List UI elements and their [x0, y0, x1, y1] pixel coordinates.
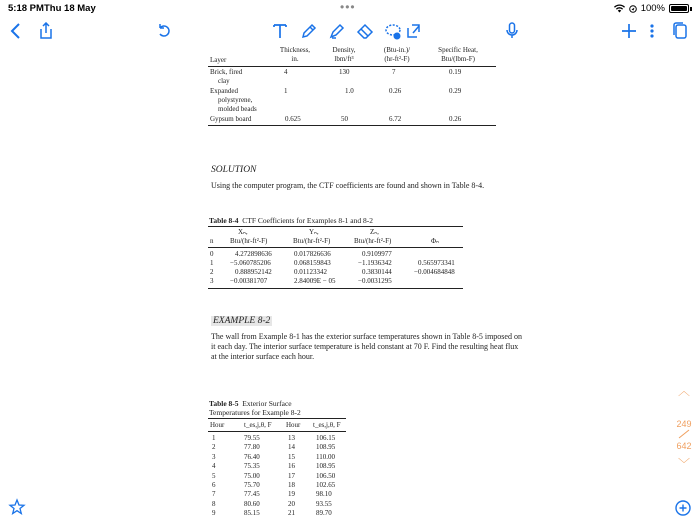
table-cell: 0.26 — [449, 115, 462, 123]
table85-title1: Exterior Surface — [242, 399, 292, 408]
page-slash-icon — [677, 429, 691, 439]
table-cell: 4.272898636 — [235, 250, 272, 258]
table84-unit: Btu/(hr-ft²-F) — [293, 237, 331, 245]
table-cell: 0.565973341 — [418, 259, 455, 267]
table85-cell: 98.10 — [316, 490, 332, 499]
table85-header: Hour — [210, 421, 225, 429]
table-cell: 0.625 — [285, 115, 301, 123]
table85-cell: 77.80 — [244, 443, 260, 452]
table-cell: −5.060785206 — [230, 259, 271, 267]
chevron-down-icon[interactable]: ﹀ — [677, 457, 690, 471]
table-cell: 3 — [210, 277, 214, 285]
page-total: 642 — [676, 441, 692, 451]
table85-caption — [209, 399, 292, 408]
table-cell: Brick, fired — [210, 68, 243, 76]
highlighter-icon[interactable] — [328, 22, 346, 40]
table85-cell: 85.15 — [244, 509, 260, 518]
table-cell: Expanded — [210, 87, 238, 95]
table85-header: t_es,j,θ, F — [313, 421, 341, 429]
page-scrubber[interactable] — [672, 382, 696, 472]
table85-cell: 9 — [212, 509, 216, 518]
table85-cell: 18 — [288, 481, 295, 489]
table85-cell: 8 — [212, 499, 216, 508]
wifi-icon — [614, 4, 625, 13]
lasso-icon[interactable] — [383, 22, 403, 42]
table-cell: molded beads — [218, 105, 257, 113]
table-cell: clay — [218, 77, 230, 85]
table85-cell: 17 — [288, 471, 295, 480]
table85-cell: 89.70 — [316, 509, 332, 518]
table85-cell: 79.55 — [244, 434, 260, 442]
table-cell: 0.068159843 — [294, 259, 331, 267]
table-cell: 4 — [284, 68, 288, 76]
table84-unit: Btu/(hr-ft²-F) — [230, 237, 268, 245]
table85-cell: 1 — [212, 434, 216, 442]
table85-header: t_es,j,θ, F — [244, 421, 272, 429]
table-cell: 7 — [392, 68, 396, 76]
table-cell: 0.017826636 — [294, 250, 331, 258]
status-date: Thu 18 May — [44, 3, 96, 14]
table-cell: 2 — [210, 268, 214, 276]
table-cell: 0.19 — [449, 68, 462, 76]
table-cell: 0.9109977 — [362, 250, 392, 258]
table84-col-n: n — [210, 237, 214, 245]
table-cell: polystyrene, — [218, 96, 253, 104]
table84-col-y: Yₙ, — [309, 228, 319, 236]
table84-col-z: Zₙ, — [370, 228, 379, 236]
star-icon[interactable] — [8, 498, 26, 521]
table85-header: Hour — [286, 421, 301, 429]
table85-cell: 106.50 — [316, 471, 336, 480]
eraser-icon[interactable] — [356, 22, 374, 40]
table85-cell: 80.60 — [244, 499, 260, 508]
table-cell: −0.0031295 — [358, 277, 392, 285]
shapes-icon[interactable] — [404, 22, 422, 40]
pages-icon[interactable] — [672, 22, 688, 40]
more-icon[interactable] — [648, 22, 656, 40]
table85-cell: 75.00 — [244, 471, 260, 480]
table84-caption — [209, 216, 373, 225]
example-heading: EXAMPLE 8-2 — [213, 316, 271, 326]
table-divider — [208, 418, 346, 419]
battery-percent: 100% — [640, 3, 665, 14]
table84-unit: Btu/(hr-ft²-F) — [354, 237, 392, 245]
battery-icon — [669, 4, 689, 13]
table85-cell: 102.65 — [316, 481, 336, 489]
table-cell: 1 — [210, 259, 214, 267]
table-divider — [208, 431, 346, 432]
table-divider — [208, 66, 496, 67]
undo-icon[interactable] — [156, 22, 172, 40]
status-right — [614, 3, 692, 14]
table85-cell: 108.95 — [316, 443, 336, 452]
table85-cell: 77.45 — [244, 490, 260, 499]
table-cell: 2.84009E − 05 — [294, 277, 336, 285]
table85-cell: 3 — [212, 452, 216, 461]
table85-cell: 7 — [212, 490, 216, 499]
table-divider — [208, 288, 463, 289]
col-layer-header: Layer — [210, 56, 227, 64]
table-cell: 0.01123342 — [294, 268, 327, 276]
table85-cell: 4 — [212, 462, 216, 471]
solution-text: Using the computer program, the CTF coefficients are found and shown in Table 8-4. — [211, 181, 485, 190]
table85-title2: Temperatures for Example 8-2 — [209, 408, 301, 417]
table85-cell: 75.35 — [244, 462, 260, 471]
table-divider — [208, 226, 463, 227]
col-thickness-header: Thickness, in. — [279, 46, 311, 63]
table-cell: 0.26 — [389, 87, 402, 95]
chevron-left-icon[interactable] — [8, 22, 24, 40]
table84-col-x: Xₙ, — [238, 228, 248, 236]
table85-cell: 15 — [288, 452, 295, 461]
table85-cell: 14 — [288, 443, 295, 452]
chevron-up-icon[interactable]: ︿ — [677, 384, 690, 398]
plus-icon[interactable] — [621, 22, 637, 40]
page-current: 249 — [676, 419, 692, 429]
zoom-icon[interactable] — [674, 499, 692, 522]
table84-col-phi: Φₙ — [431, 237, 439, 245]
col-conductivity-header: (Btu-in.)/ (hr-ft²-F) — [383, 46, 411, 63]
microphone-icon[interactable] — [505, 22, 519, 40]
document-page[interactable] — [198, 44, 528, 525]
status-bar — [0, 0, 700, 18]
table-cell: 50 — [341, 115, 348, 123]
battery-tip — [690, 7, 692, 11]
col-specific-heat-header: Specific Heat, Btu/(lbm-F) — [438, 46, 478, 63]
multitask-dots[interactable]: ••• — [340, 0, 356, 14]
table85-cell: 19 — [288, 490, 295, 499]
table84-title: CTF Coefficients for Examples 8-1 and 8-2 — [242, 216, 373, 225]
pen-icon[interactable] — [300, 22, 318, 40]
table85-cell: 110.00 — [316, 452, 335, 461]
table-cell: 1.0 — [345, 87, 354, 95]
table-cell: 0 — [210, 250, 214, 258]
table-cell: 6.72 — [389, 115, 402, 123]
table-divider — [208, 125, 496, 126]
location-icon — [629, 5, 637, 13]
table-cell: −0.00381707 — [230, 277, 268, 285]
text-tool-icon[interactable] — [271, 22, 289, 40]
table85-cell: 5 — [212, 471, 216, 480]
table84-label: Table 8-4 — [209, 216, 239, 225]
status-time: 5:18 PM — [8, 3, 44, 14]
table-cell: −1.1936342 — [358, 259, 392, 267]
table85-cell: 20 — [288, 499, 295, 508]
table85-cell: 106.15 — [316, 434, 336, 442]
table85-cell: 2 — [212, 443, 216, 452]
table85-cell: 16 — [288, 462, 295, 471]
table85-label: Table 8-5 — [209, 399, 239, 408]
table85-cell: 75.70 — [244, 481, 260, 489]
table-cell: 0.888952142 — [235, 268, 272, 276]
table85-cell: 108.95 — [316, 462, 336, 471]
table85-cell: 76.40 — [244, 452, 260, 461]
share-icon[interactable] — [38, 22, 54, 40]
table-cell: 130 — [339, 68, 350, 76]
table85-cell: 21 — [288, 509, 295, 518]
table-divider — [208, 247, 463, 248]
table-cell: −0.004684848 — [414, 268, 455, 276]
table-cell: Gypsum board — [210, 115, 252, 123]
example-text: The wall from Example 8-1 has the exterior surface temperatures shown in Table 8-5 imposed on it each day. The interior surface temperature is held constant at 70 F. Find the resulting heat flux at the interior surface each hour. — [211, 332, 522, 361]
table-cell: 0.29 — [449, 87, 462, 95]
solution-heading: SOLUTION — [211, 165, 257, 175]
table85-cell: 13 — [288, 434, 295, 442]
table-cell: 1 — [284, 87, 288, 95]
table85-cell: 6 — [212, 481, 216, 489]
table85-cell: 93.55 — [316, 499, 332, 508]
table-cell: 0.3830144 — [362, 268, 392, 276]
col-density-header: Density, lbm/ft³ — [332, 46, 356, 63]
